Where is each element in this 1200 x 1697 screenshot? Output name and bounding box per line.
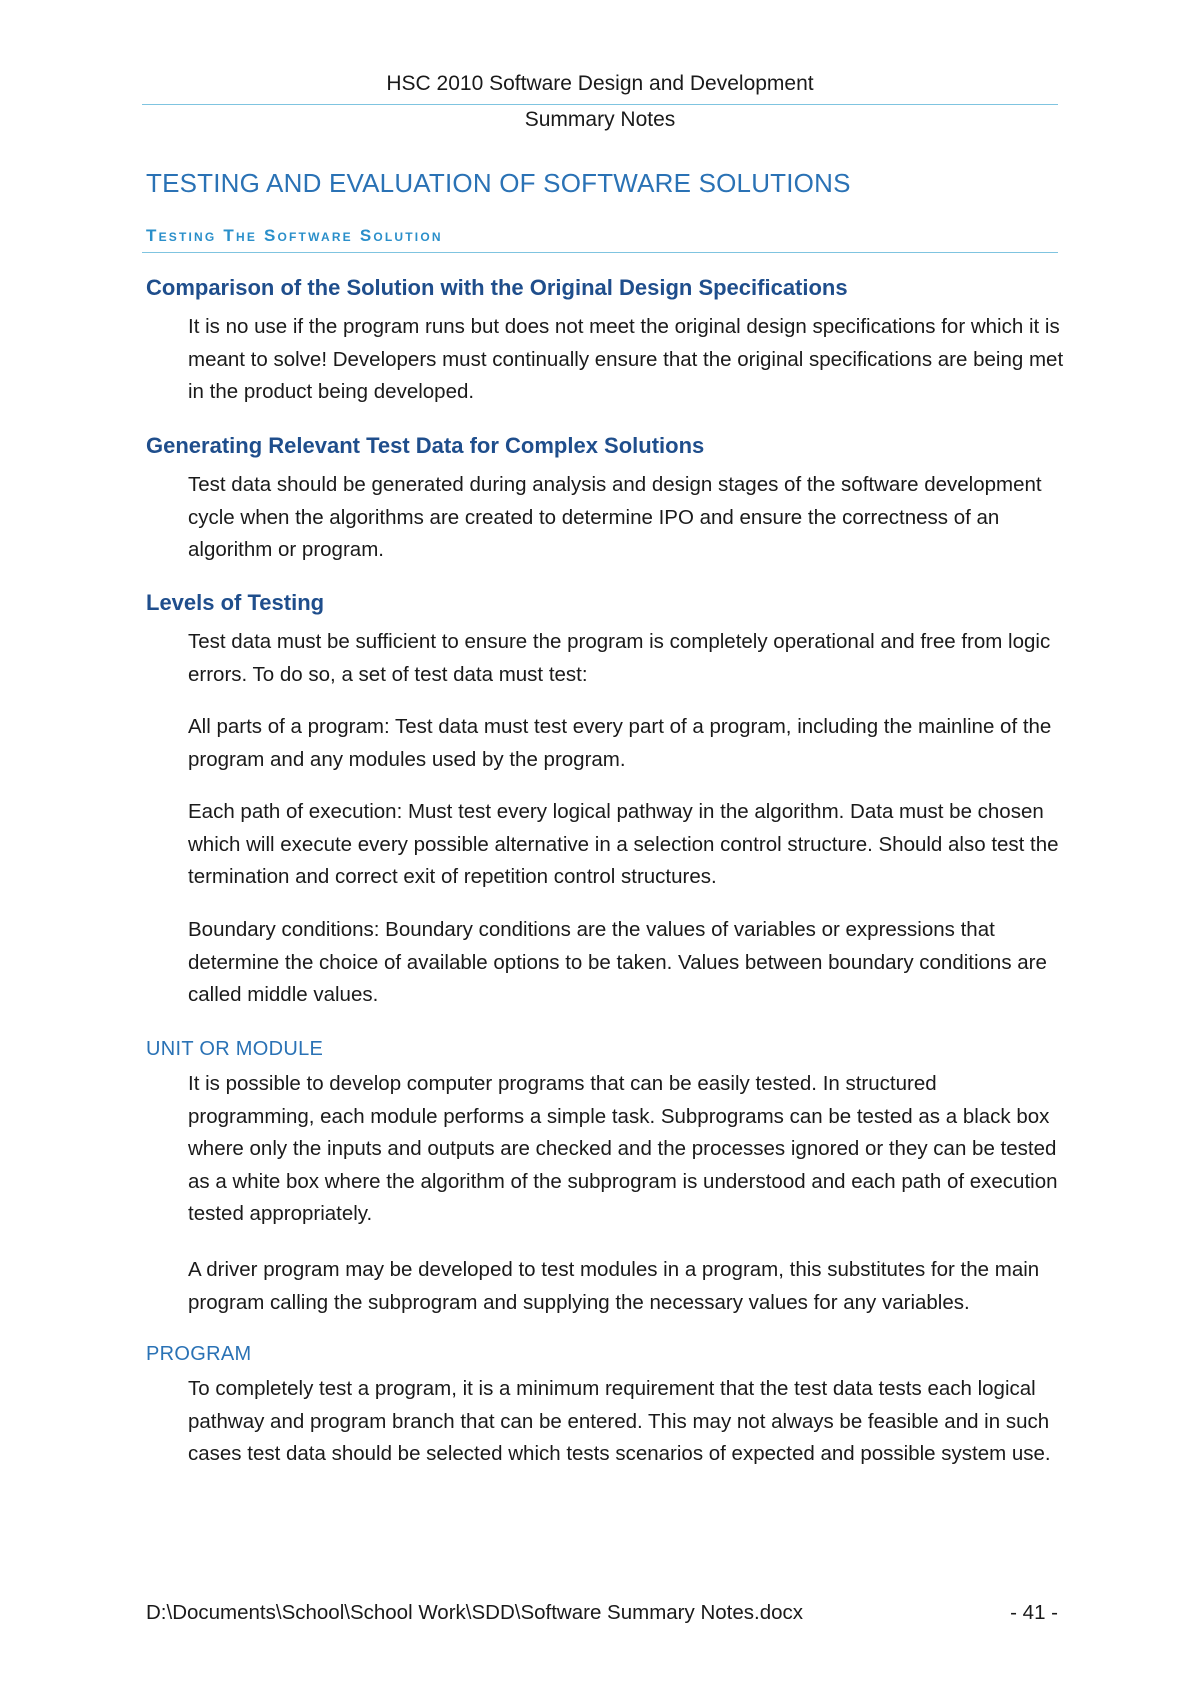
paragraph-each-path: Each path of execution: Must test every logical pathway in the algorithm. Data must be chosen which will execute every possible alternative in a selection control structure. Should also test the termination and correct exit of repetition control structures. bbox=[188, 800, 1059, 888]
section-heading: Testing The Software Solution bbox=[146, 226, 443, 245]
heading-program: PROGRAM bbox=[146, 1343, 252, 1365]
paragraph-unit-testing: It is possible to develop computer programs that can be easily tested. In structured programming, each module performs a simple task. Subprograms can be tested as a black box where only the inputs and outputs are checked and the processes ignored or they can be tested as a white box where the algorithm of the subprogram is understood and each path of execution tested appropriately. bbox=[188, 1072, 1058, 1225]
paragraph-driver-program: A driver program may be developed to test modules in a program, this substitutes for the main program calling the subprogram and supplying the necessary values for any variables. bbox=[188, 1258, 1040, 1314]
paragraph-boundary-conditions: Boundary conditions: Boundary conditions are the values of variables or expressions that determine the choice of available options to be taken. Values between boundary conditions are called middle values. bbox=[188, 918, 1047, 1006]
heading-unit-or-module: UNIT OR MODULE bbox=[146, 1038, 324, 1060]
heading-generating-test-data: Generating Relevant Test Data for Complex Solutions bbox=[146, 433, 705, 458]
header-course-title: HSC 2010 Software Design and Development bbox=[386, 72, 814, 95]
section-divider bbox=[142, 252, 1058, 253]
footer-page-number: - 41 - bbox=[1010, 1601, 1058, 1624]
header-subtitle: Summary Notes bbox=[524, 108, 676, 131]
header-divider bbox=[142, 104, 1058, 105]
paragraph-levels-intro: Test data must be sufficient to ensure the program is completely operational and free from logic errors. To do so, a set of test data must test: bbox=[188, 630, 1051, 686]
paragraph-all-parts: All parts of a program: Test data must test every part of a program, including the mainline of the program and any modules used by the program. bbox=[188, 715, 1052, 771]
page-title: TESTING AND EVALUATION OF SOFTWARE SOLUTIONS bbox=[146, 168, 851, 198]
paragraph-generating-test-data: Test data should be generated during analysis and design stages of the software development cycle when the algorithms are created to determine IPO and ensure the correctness of an algorithm or program. bbox=[188, 473, 1042, 561]
heading-levels-of-testing: Levels of Testing bbox=[146, 590, 325, 615]
heading-comparison: Comparison of the Solution with the Original Design Specifications bbox=[146, 275, 848, 300]
paragraph-program-testing: To completely test a program, it is a minimum requirement that the test data tests each logical pathway and program branch that can be entered. This may not always be feasible and in such cases test data should be selected which tests scenarios of expected and possible system use. bbox=[188, 1377, 1051, 1465]
paragraph-comparison: It is no use if the program runs but does not meet the original design specifications for which it is meant to solve! Developers must continually ensure that the original specifications are being met in the product being developed. bbox=[188, 315, 1064, 403]
footer-file-path: D:\Documents\School\School Work\SDD\Software Summary Notes.docx bbox=[146, 1601, 804, 1624]
